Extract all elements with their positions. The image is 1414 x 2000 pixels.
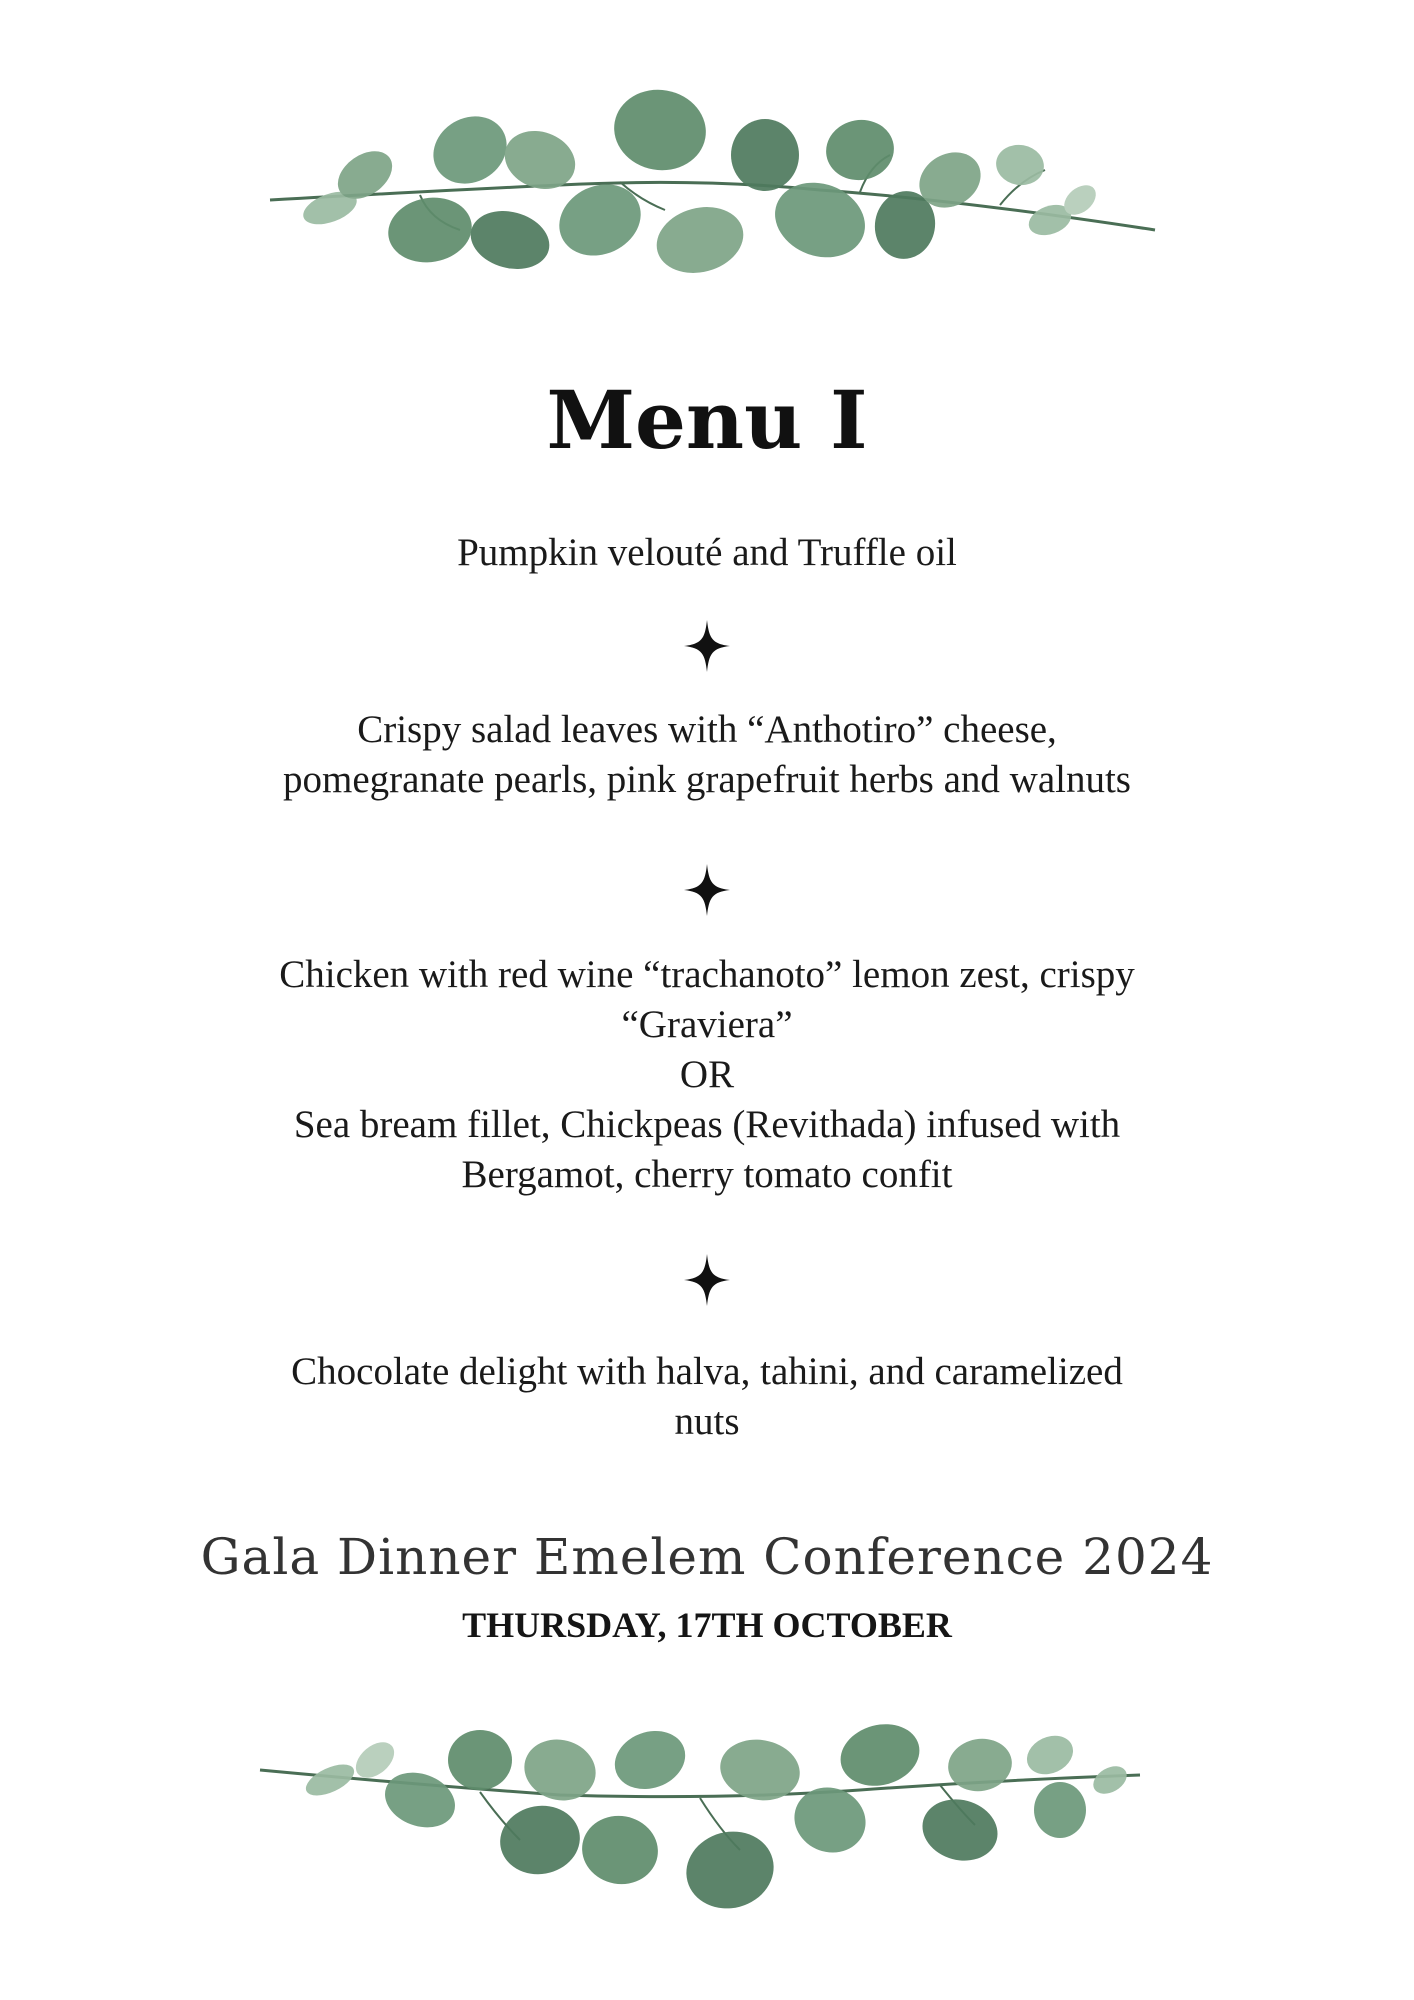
course-line: “Graviera” bbox=[621, 1003, 793, 1046]
course-line: Bergamot, cherry tomato confit bbox=[461, 1153, 953, 1196]
course-starter bbox=[150, 528, 1264, 578]
eucalyptus-branch-illustration bbox=[0, 50, 1414, 310]
menu-title: Menu I bbox=[546, 373, 868, 467]
course-line: Crispy salad leaves with “Anthotiro” cheese, bbox=[357, 708, 1057, 751]
top-eucalyptus-branch bbox=[0, 50, 1414, 310]
eucalyptus-branch-illustration bbox=[0, 1700, 1414, 1960]
branch-bottom-leaves bbox=[301, 1716, 1131, 1918]
star-separator-icon bbox=[0, 618, 1414, 674]
course-main bbox=[150, 950, 1264, 1200]
course-line: nuts bbox=[674, 1400, 740, 1443]
event-date: THURSDAY, 17TH OCTOBER bbox=[462, 1605, 952, 1645]
course-line: Chicken with red wine “trachanoto” lemon zest, crispy bbox=[279, 953, 1135, 996]
course-salad bbox=[150, 705, 1264, 805]
star-separator-icon bbox=[0, 862, 1414, 918]
course-or: OR bbox=[679, 1053, 735, 1096]
course-line: Pumpkin velouté and Truffle oil bbox=[457, 531, 957, 574]
course-line: Sea bream fillet, Chickpeas (Revithada) infused with bbox=[293, 1103, 1121, 1146]
course-line: Chocolate delight with halva, tahini, and caramelized bbox=[291, 1350, 1123, 1393]
event-name: Gala Dinner Emelem Conference 2024 bbox=[200, 1528, 1214, 1586]
course-dessert bbox=[150, 1347, 1264, 1447]
course-line: pomegranate pearls, pink grapefruit herbs and walnuts bbox=[283, 758, 1131, 801]
bottom-eucalyptus-branch bbox=[0, 1700, 1414, 1960]
star-separator-icon bbox=[0, 1252, 1414, 1308]
